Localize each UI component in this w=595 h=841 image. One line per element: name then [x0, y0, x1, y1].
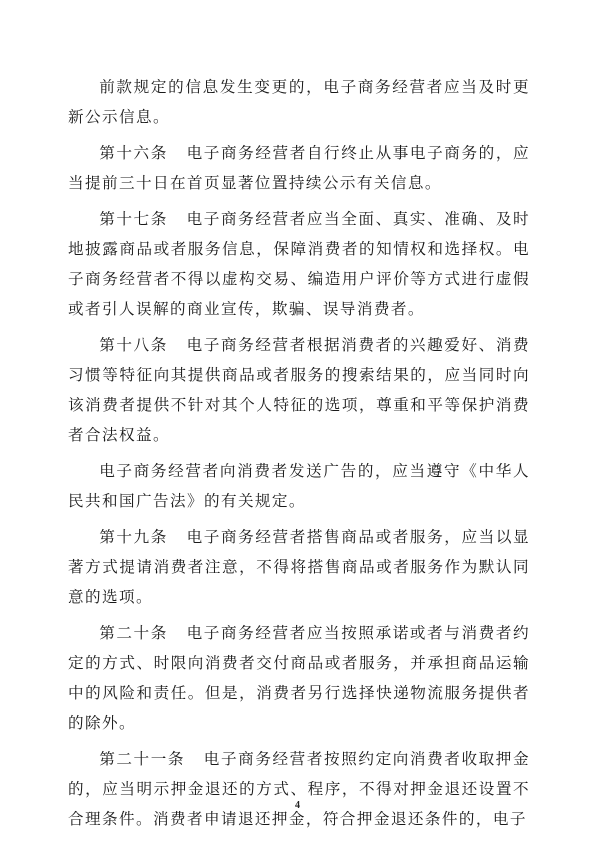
article-number: 第二十一条: [99, 750, 186, 768]
paragraph-text: 电子商务经营者搭售商品或者服务，应当以显著方式提请消费者注意，不得将搭售商品或者服务作为默认同意的选项。: [68, 528, 530, 606]
paragraph-text: 电子商务经营者根据消费者的兴趣爱好、消费习惯等特征向其提供商品或者服务的搜索结果的，应当同时向该消费者提供不针对其个人特征的选项，尊重和平等保护消费者合法权益。: [68, 336, 530, 444]
paragraph-1: [68, 72, 530, 132]
paragraph-text: 电子商务经营者按照约定向消费者收取押金的，应当明示押金退还的方式、程序，不得对押金退还设置不合理条件。消费者申请退还押金，符合押金退还条件的，电子: [68, 750, 530, 828]
paragraph-text: 电子商务经营者自行终止从事电子商务的，应当提前三十日在首页显著位置持续公示有关信息。: [68, 144, 530, 192]
paragraph-text: 前款规定的信息发生变更的，电子商务经营者应当及时更新公示信息。: [68, 78, 530, 126]
paragraph-text: 电子商务经营者向消费者发送广告的，应当遵守《中华人民共和国广告法》的有关规定。: [68, 462, 530, 510]
page-number: 4: [295, 800, 300, 811]
paragraph-5: [68, 456, 530, 516]
article-number: 第十八条: [99, 336, 168, 354]
paragraph-text: 电子商务经营者应当全面、真实、准确、及时地披露商品或者服务信息，保障消费者的知情权和选择权。电子商务经营者不得以虚构交易、编造用户评价等方式进行虚假或者引人误解的商业宣传，欺骗、误导消费者。: [68, 210, 530, 318]
paragraph-2: [68, 138, 530, 198]
article-number: 第十七条: [99, 210, 168, 228]
paragraph-4: [68, 330, 530, 450]
article-number: 第十六条: [99, 144, 168, 162]
paragraph-7: [68, 618, 530, 738]
paragraph-3: [68, 204, 530, 324]
article-number: 第十九条: [99, 528, 168, 546]
paragraph-8: [68, 744, 530, 834]
paragraph-text: 电子商务经营者应当按照承诺或者与消费者约定的方式、时限向消费者交付商品或者服务，并承担商品运输中的风险和责任。但是，消费者另行选择快递物流服务提供者的除外。: [68, 624, 530, 732]
article-number: 第二十条: [99, 624, 168, 642]
document-body: [68, 72, 530, 840]
paragraph-6: [68, 522, 530, 612]
